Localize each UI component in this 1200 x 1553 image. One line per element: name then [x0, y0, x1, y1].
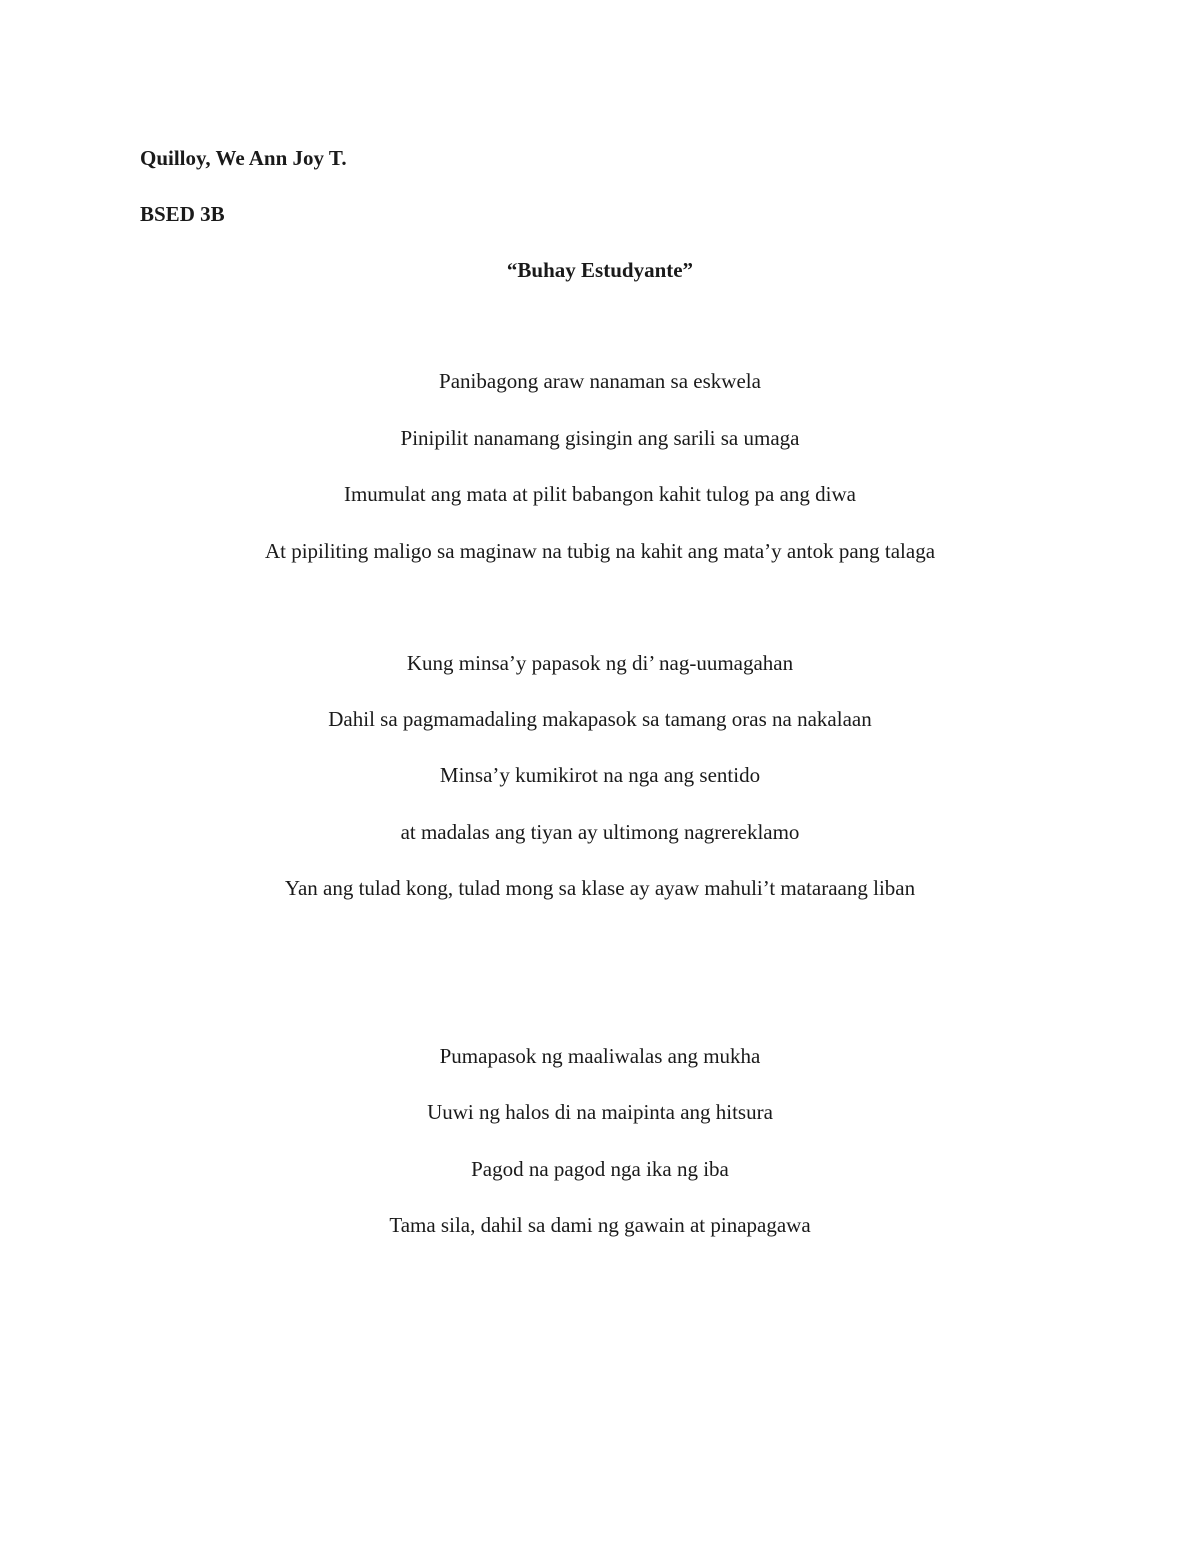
poem-line: Tama sila, dahil sa dami ng gawain at pinapagawa: [389, 1213, 811, 1237]
poem-line: Imumulat ang mata at pilit babangon kahit tulog pa ang diwa: [343, 482, 857, 506]
poem-line: Yan ang tulad kong, tulad mong sa klase ay ayaw mahuli’t mataraang liban: [284, 876, 916, 900]
poem-line: Uuwi ng halos di na maipinta ang hitsura: [427, 1100, 773, 1124]
poem-line: Dahil sa pagmamadaling makapasok sa tamang oras na nakalaan: [328, 707, 872, 731]
poem-line: Pinipilit nanamang gisingin ang sarili sa umaga: [400, 426, 800, 450]
poem-title: “Buhay Estudyante”: [506, 258, 694, 282]
poem-line: Kung minsa’y papasok ng di’ nag-uumagahan: [406, 651, 794, 675]
poem-line: At pipiliting maligo sa maginaw na tubig na kahit ang mata’y antok pang talaga: [264, 539, 936, 563]
author-name: Quilloy, We Ann Joy T.: [140, 146, 347, 170]
poem-line: Pumapasok ng maaliwalas ang mukha: [439, 1044, 761, 1068]
class-section: BSED 3B: [140, 202, 225, 226]
poem-line: at madalas ang tiyan ay ultimong nagrereklamo: [400, 820, 800, 844]
poem-line: Pagod na pagod nga ika ng iba: [471, 1157, 729, 1181]
poem-line: Minsa’y kumikirot na nga ang sentido: [439, 763, 761, 787]
poem-line: Panibagong araw nanaman sa eskwela: [439, 369, 761, 393]
